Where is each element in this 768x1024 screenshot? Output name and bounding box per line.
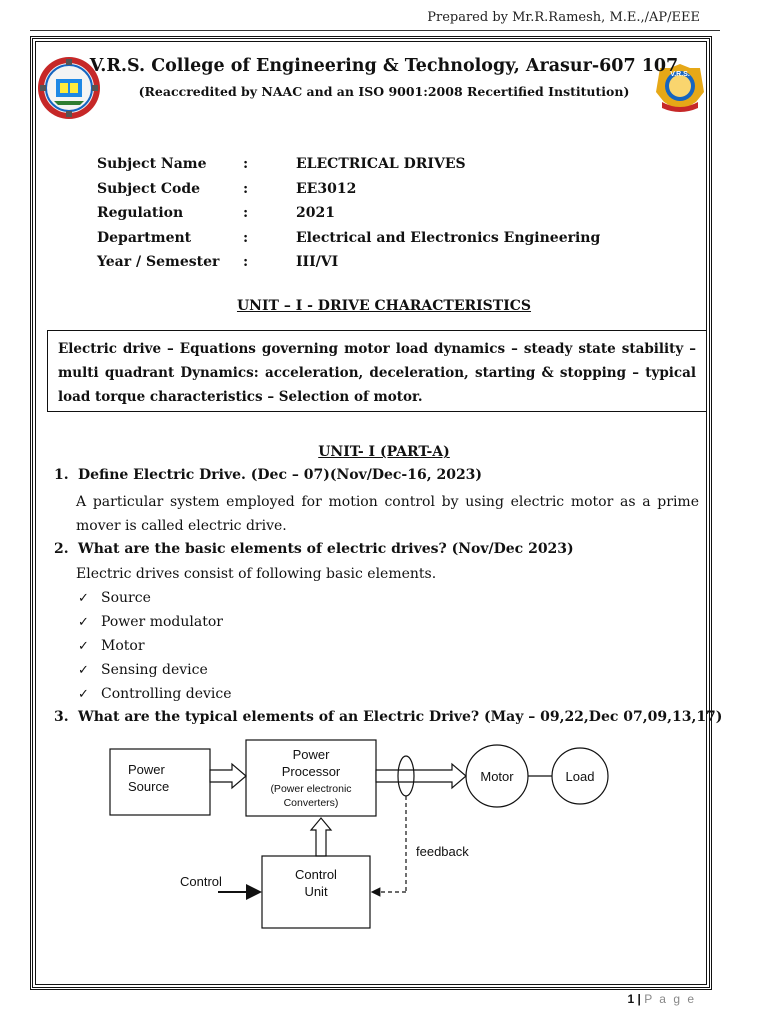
question-2: 2. What are the basic elements of electric drives? (Nov/Dec 2023) [54, 541, 574, 557]
feedback-label: feedback [416, 844, 469, 859]
question-1: 1. Define Electric Drive. (Dec – 07)(Nov/Dec-16, 2023) [54, 467, 483, 483]
info-row-department: Department : Electrical and Electronics Engineering [97, 229, 601, 246]
element-checklist [78, 586, 232, 706]
control-to-processor-arrow [311, 818, 331, 856]
list-item: ✓ Motor [78, 638, 145, 654]
processor-to-motor-arrow [376, 764, 466, 788]
page-footer: 1 | P a g e [627, 992, 696, 1006]
subject-info [97, 152, 600, 275]
converters-label-2: Converters) [283, 797, 339, 809]
power-source-label-2: Source [128, 779, 170, 794]
college-name: V.R.S. College of Engineering & Technology, Arasur-607 107 [89, 56, 679, 76]
answer-1: A particular system employed for motion control by using electric motor as a prime mover is called electric drive. [76, 494, 699, 534]
header-note: Prepared by Mr.R.Ramesh, M.E.,/AP/EEE [427, 10, 700, 25]
check-icon: ✓ [78, 614, 89, 630]
power-processor-label-1: Power [292, 747, 330, 762]
control-unit-label-2: Unit [304, 884, 328, 899]
svg-text:V.R.S.: V.R.S. [670, 71, 690, 78]
info-row-regulation: Regulation : 2021 [97, 205, 335, 222]
power-processor-label-2: Processor [281, 764, 341, 779]
converters-label-1: (Power electronic [270, 783, 352, 795]
control-input-label: Control [180, 874, 222, 889]
control-unit-label-1: Control [295, 867, 337, 882]
accreditation-note: (Reaccredited by NAAC and an ISO 9001:2008 Recertified Institution) [138, 84, 630, 99]
check-icon: ✓ [78, 638, 89, 654]
source-to-processor-arrow [210, 764, 246, 788]
power-source-label-1: Power [128, 762, 165, 777]
part-a-title: UNIT- I (PART-A) [318, 444, 450, 460]
motor-label: Motor [480, 769, 514, 784]
list-item: ✓ Sensing device [78, 662, 208, 678]
syllabus-box: Electric drive – Equations governing motor load dynamics – steady state stability – multi quadrant Dynamics: acceleration, deceleration, starting & stopping – typical load torque characteristics – Selection of motor. [47, 330, 707, 412]
drive-block-diagram [100, 734, 620, 934]
list-item: ✓ Power modulator [78, 614, 223, 630]
question-3: 3. What are the typical elements of an Electric Drive? (May – 09,22,Dec 07,09,13,17) [54, 709, 723, 725]
info-row-subject-code: Subject Code : EE3012 [97, 180, 357, 197]
check-icon: ✓ [78, 590, 89, 606]
list-item: ✓ Controlling device [78, 686, 232, 702]
header-rule [30, 30, 720, 31]
list-item: ✓ Source [78, 590, 151, 606]
info-row-subject-name: Subject Name : ELECTRICAL DRIVES [97, 156, 466, 173]
info-row-year-semester: Year / Semester : III/VI [97, 254, 339, 271]
answer-2: Electric drives consist of following basic elements. [76, 566, 437, 582]
check-icon: ✓ [78, 662, 89, 678]
load-label: Load [565, 769, 595, 784]
unit-title: UNIT – I - DRIVE CHARACTERISTICS [236, 298, 532, 314]
check-icon: ✓ [78, 686, 89, 702]
